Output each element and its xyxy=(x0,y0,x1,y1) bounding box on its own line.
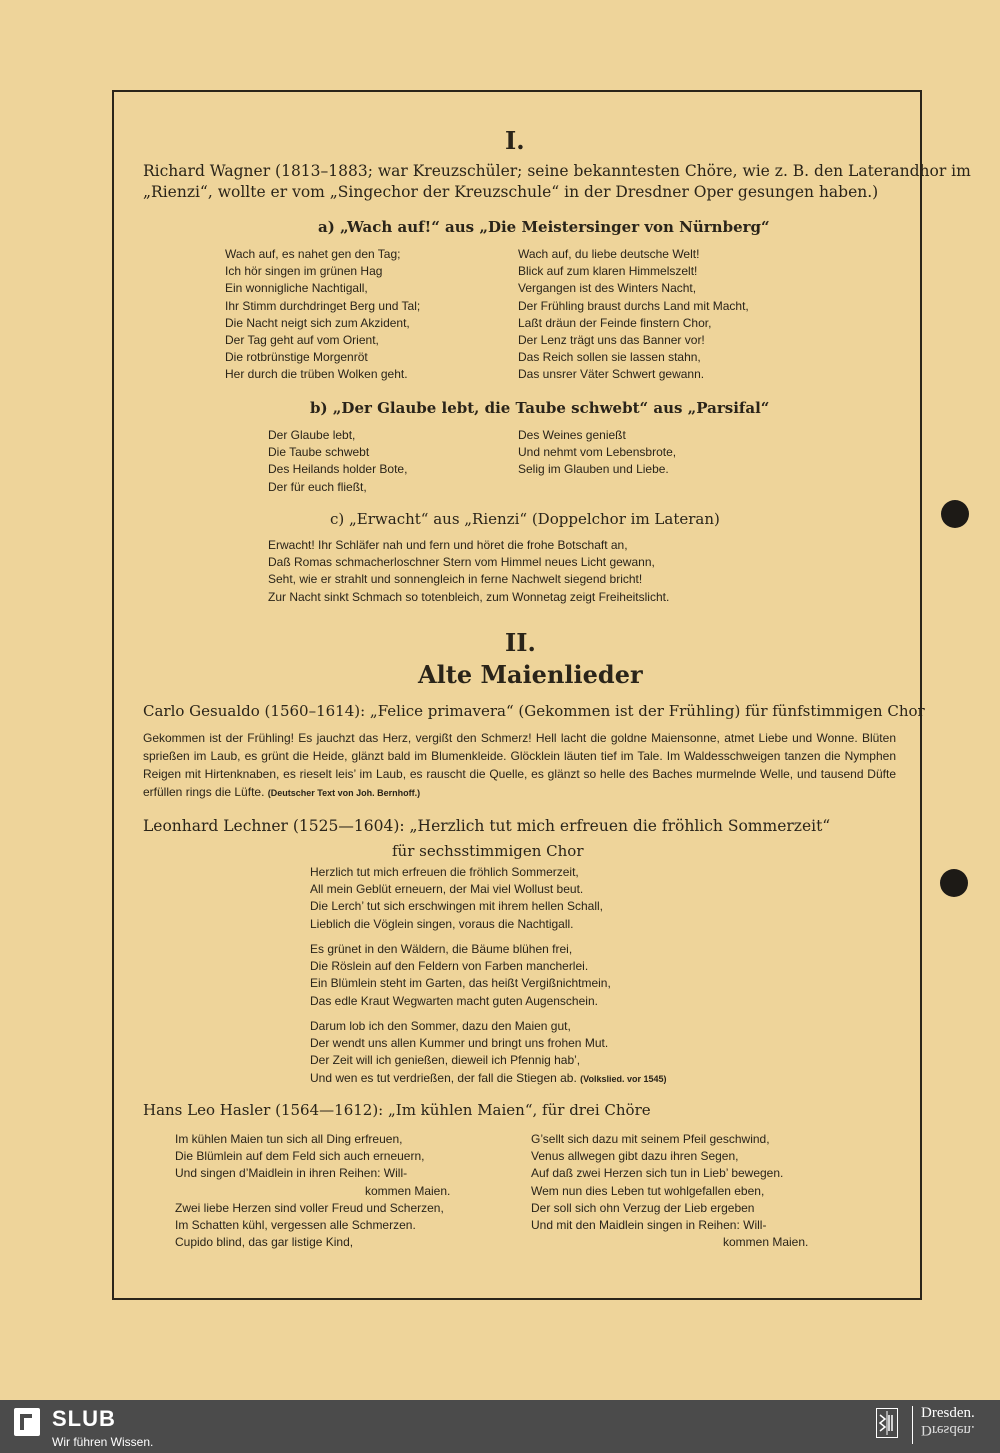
piece-b-left-column xyxy=(268,427,407,496)
piece-c-text xyxy=(268,537,669,606)
lechner-subtitle: für sechsstimmigen Chor xyxy=(392,842,584,860)
verse-line xyxy=(310,1070,667,1088)
section-heading: Alte Maienlieder xyxy=(418,660,643,689)
verse-line: Wach auf, du liebe deutsche Welt! xyxy=(518,247,700,261)
verse-line: Ihr Stimm durchdringet Berg und Tal; xyxy=(225,298,421,313)
verse-line: Erwacht! Ihr Schläfer nah und fern und höret die frohe Botschaft an, xyxy=(268,538,628,552)
dresden-label-mirror: Dresden. xyxy=(921,1422,975,1438)
verse-line: Zur Nacht sinkt Schmach so totenbleich, zum Wonnetag zeigt Freiheitslicht. xyxy=(268,589,670,604)
verse-line: Ich hör singen im grünen Hag xyxy=(225,264,383,279)
verse-line: Im kühlen Maien tun sich all Ding erfreuen, xyxy=(175,1132,403,1146)
wagner-intro-line-1: Richard Wagner (1813–1883; war Kreuzschüler; seine bekanntesten Chöre, wie z. B. den Laterandhor im xyxy=(143,162,971,180)
verse-line: Und singen d’Maidlein in ihren Reihen: Will- xyxy=(175,1166,408,1181)
verse-line: Wach auf, es nahet gen den Tag; xyxy=(225,247,401,261)
piece-b-title: b) „Der Glaube lebt, die Taube schwebt“ aus „Parsifal“ xyxy=(310,399,770,417)
verse-line: Der Lenz trägt uns das Banner vor! xyxy=(518,333,705,348)
verse-line: Des Weines genießt xyxy=(518,428,626,442)
gesualdo-text xyxy=(143,729,896,802)
verse-line: Seht, wie er strahlt und sonnengleich in ferne Nachwelt siegend bricht! xyxy=(268,572,643,587)
verse-line: All mein Geblüt erneuern, der Mai viel Wollust beut. xyxy=(310,882,584,897)
dresden-label[interactable]: Dresden. xyxy=(921,1405,975,1421)
coat-of-arms-icon xyxy=(877,1409,897,1437)
lechner-credit: (Volkslied. vor 1545) xyxy=(580,1073,667,1084)
verse-line: G’sellt sich dazu mit seinem Pfeil geschwind, xyxy=(531,1132,770,1146)
verse-line: Der Glaube lebt, xyxy=(268,428,356,442)
verse-line: Der Zeit will ich genießen, dieweil ich Pfennig hab’, xyxy=(310,1053,581,1068)
piece-a-right-column xyxy=(518,246,749,384)
verse-line: Daß Romas schmacherloschner Stern vom Himmel neues Licht gewann, xyxy=(268,555,655,570)
verse-line: Ein wonnigliche Nachtigall, xyxy=(225,281,368,296)
verse-line: Cupido blind, das gar listige Kind, xyxy=(175,1235,354,1250)
wagner-intro-line-2: „Rienzi“, wollte er vom „Singechor der Kreuzschule“ in der Dresdner Oper gesungen haben.) xyxy=(143,183,879,201)
verse-line: Wem nun dies Leben tut wohlgefallen eben, xyxy=(531,1183,765,1198)
section-numeral-2: II. xyxy=(505,628,536,657)
verse-line: Darum lob ich den Sommer, dazu den Maien gut, xyxy=(310,1019,571,1033)
verse-line: Venus allwegen gibt dazu ihren Segen, xyxy=(531,1149,739,1164)
gesualdo-credit: (Deutscher Text von Joh. Bernhoff.) xyxy=(267,788,421,798)
verse-line: Der für euch fließt, xyxy=(268,479,367,494)
hasler-title: Hans Leo Hasler (1564—1612): „Im kühlen Maien“, für drei Chöre xyxy=(143,1101,651,1119)
verse-line: Herzlich tut mich erfreuen die fröhlich Sommerzeit, xyxy=(310,865,579,879)
verse-line: Die Blümlein auf dem Feld sich auch erneuern, xyxy=(175,1149,425,1164)
piece-a-title: a) „Wach auf!“ aus „Die Meistersinger von Nürnberg“ xyxy=(318,218,770,236)
gesualdo-title: Carlo Gesualdo (1560–1614): „Felice primavera“ (Gekommen ist der Frühling) für fünfstimmigen Chor xyxy=(143,702,925,720)
piece-a-left-column xyxy=(225,246,420,384)
punch-hole xyxy=(940,869,968,897)
verse-line: Die Nacht neigt sich zum Akzident, xyxy=(225,315,410,330)
slub-name[interactable]: SLUB xyxy=(52,1406,116,1431)
punch-hole xyxy=(941,500,969,528)
verse-line: Auf daß zwei Herzen sich tun in Lieb’ bewegen. xyxy=(531,1166,784,1181)
gesualdo-lyrics: Gekommen ist der Frühling! Es jauchzt das Herz, vergißt den Schmerz! Hell lacht die goldne Maiensonne, atmet Liebe und Wonne. Blüten sprießen im Laub, es grünt die Heide, glänzt bald im Blumenkleide. Glöcklein läuten tief im Tale. Im Waldesschweigen tanzen die Nymphen Reigen mit Hirtenknaben, es rieselt leis’ im Laub, es rauscht die Quelle, es glänzt so helle des Baches murmelnde Welle, und tausend Düfte erfüllen rings die Lüfte. xyxy=(143,731,896,799)
lechner-stanza-1 xyxy=(310,864,603,933)
verse-line: Im Schatten kühl, vergessen alle Schmerzen. xyxy=(175,1218,416,1233)
verse-line: kommen Maien. xyxy=(723,1235,809,1250)
lechner-stanza-3 xyxy=(310,1018,667,1088)
verse-line: Vergangen ist des Winters Nacht, xyxy=(518,281,697,296)
verse-line: Der soll sich ohn Verzug der Lieb ergeben xyxy=(531,1200,755,1215)
slub-logo-icon[interactable] xyxy=(14,1408,40,1436)
verse-line: Zwei liebe Herzen sind voller Freud und Scherzen, xyxy=(175,1200,444,1215)
section-numeral-1: I. xyxy=(505,126,525,155)
verse-line: Die Taube schwebt xyxy=(268,445,370,460)
verse-line: Und mit den Maidlein singen in Reihen: Will- xyxy=(531,1218,767,1233)
verse-line: Des Heilands holder Bote, xyxy=(268,462,408,477)
verse-line: Die Röslein auf den Feldern von Farben mancherlei. xyxy=(310,959,589,974)
lechner-title: Leonhard Lechner (1525—1604): „Herzlich tut mich erfreuen die fröhlich Sommerzeit“ xyxy=(143,817,831,835)
verse-line: Her durch die trüben Wolken geht. xyxy=(225,367,408,382)
verse-line: kommen Maien. xyxy=(365,1183,451,1198)
verse-line: Lieblich die Vöglein singen, voraus die Nachtigall. xyxy=(310,916,574,931)
verse-line: Selig im Glauben und Liebe. xyxy=(518,462,669,477)
piece-c-title: c) „Erwacht“ aus „Rienzi“ (Doppelchor im Lateran) xyxy=(330,510,720,528)
verse-line: Der Frühling braust durchs Land mit Macht, xyxy=(518,298,749,313)
verse-line: Laßt dräun der Feinde finstern Chor, xyxy=(518,315,712,330)
verse-line: Und nehmt vom Lebensbrote, xyxy=(518,445,677,460)
viewer-footer-bar xyxy=(0,1400,1000,1453)
hasler-left-column xyxy=(175,1131,450,1251)
verse-line: Ein Blümlein steht im Garten, das heißt Vergißnichtmein, xyxy=(310,976,611,991)
verse-line: Das unsrer Väter Schwert gewann. xyxy=(518,367,705,382)
verse-line: Blick auf zum klaren Himmelszelt! xyxy=(518,264,698,279)
dresden-coat-of-arms-icon[interactable] xyxy=(876,1408,898,1438)
verse-line: Es grünet in den Wäldern, die Bäume blühen frei, xyxy=(310,942,573,956)
verse-line: Die rotbrünstige Morgenröt xyxy=(225,350,368,365)
verse-line: Das edle Kraut Wegwarten macht guten Augenschein. xyxy=(310,993,598,1008)
hasler-right-column xyxy=(531,1131,808,1251)
verse-line: Der wendt uns allen Kummer und bringt uns frohen Mut. xyxy=(310,1036,609,1051)
verse-line-text: Und wen es tut verdrießen, der fall die Stiegen ab. xyxy=(310,1070,577,1085)
lechner-stanza-2 xyxy=(310,941,611,1010)
verse-line: Der Tag geht auf vom Orient, xyxy=(225,333,379,348)
piece-b-right-column xyxy=(518,427,676,479)
footer-divider xyxy=(912,1406,913,1444)
verse-line: Das Reich sollen sie lassen stahn, xyxy=(518,350,701,365)
slub-tagline: Wir führen Wissen. xyxy=(52,1435,154,1449)
verse-line: Die Lerch’ tut sich erschwingen mit ihrem hellen Schall, xyxy=(310,899,604,914)
